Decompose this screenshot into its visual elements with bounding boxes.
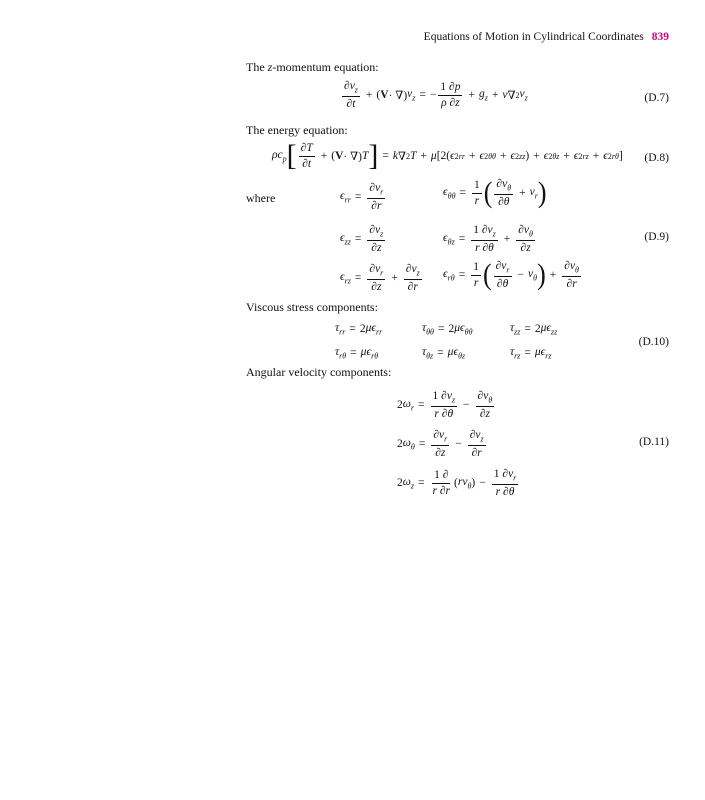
strain-rr: $\epsilon_{rr}$ = $\frac{\partial v_r}{\partial r}$: [340, 182, 384, 213]
equation-number-d9: (D.9): [644, 231, 669, 243]
viscous-label: Viscous stress components:: [246, 300, 378, 314]
stress-rr: $\tau_{rr}$ = 2 $\mu\epsilon_{rr}$: [335, 322, 383, 337]
strain-theta-z: $\epsilon_{\theta z}$ = $\frac{1 \partial v_z}{r \partial\theta}$ + $\frac{\partial v_\theta}{\partial z}$: [443, 224, 533, 255]
stress-r-theta: $\tau_{r\theta}$ = $\mu\epsilon_{r\theta}$: [335, 346, 379, 361]
page-number: 839: [651, 31, 669, 43]
strain-zz: $\epsilon_{zz}$ = $\frac{\partial v_z}{\partial z}$: [340, 224, 384, 255]
stress-theta-z: $\tau_{\theta z}$ = $\mu\epsilon_{\theta z}$: [422, 346, 466, 361]
stress-rz: $\tau_{rz}$ = $\mu\epsilon_{rz}$: [510, 346, 552, 361]
strain-rz: $\epsilon_{rz}$ = $\frac{\partial v_r}{\partial z}$ + $\frac{\partial v_z}{\partial r}$: [340, 263, 420, 294]
z-momentum-label: The z-momentum equation:: [246, 60, 379, 74]
equation-number-d8: (D.8): [644, 152, 669, 164]
equation-number-d10: (D.10): [638, 336, 669, 348]
equation-number-d11: (D.11): [639, 436, 669, 448]
equation-number-d7: (D.7): [644, 92, 669, 104]
angular-z: 2 $\omega_z$ = $\frac{1 \partial}{r \partial r}$ ( $rv_\theta$ ) − $\frac{1 \partial v_r}{r \partial\theta}$: [397, 468, 517, 499]
strain-r-theta: $\epsilon_{r\theta}$ = $\frac{1}{r}$ ( $\frac{\partial v_r}{\partial\theta}$ − $v_\theta$ ) + $\frac{\partial v_\theta}{\partial r}$: [443, 258, 579, 292]
stress-theta-theta: $\tau_{\theta\theta}$ = 2 $\mu\epsilon_{\theta\theta}$: [422, 322, 473, 337]
angular-theta: 2 $\omega_\theta$ = $\frac{\partial v_r}{\partial z}$ − $\frac{\partial v_z}{\partial r}$: [397, 429, 484, 460]
energy-label: The energy equation:: [246, 123, 348, 137]
equation-d7: $\frac{\partial v_z}{\partial t}$ + ( V · ∇) $v_z$ = − $\frac{1 \partial p}{\rho \partial z}$ + $g_z$ + ν ∇ 2 $v_z$: [344, 80, 528, 111]
angular-label: Angular velocity components:: [246, 365, 392, 379]
strain-theta-theta: $\epsilon_{\theta\theta}$ = $\frac{1}{r}$ ( $\frac{\partial v_\theta}{\partial\theta}$ + $v_r$ ): [443, 176, 547, 210]
stress-zz: $\tau_{zz}$ = 2 $\mu\epsilon_{zz}$: [510, 322, 558, 337]
running-header: [424, 31, 669, 43]
where-label: where: [246, 191, 276, 205]
header-title: Equations of Motion in Cylindrical Coordinates: [423, 31, 644, 43]
angular-r: 2 $\omega_r$ = $\frac{1 \partial v_z}{r \partial\theta}$ − $\frac{\partial v_\theta}{\partial z}$: [397, 390, 493, 421]
equation-d8: $\rho c_p$ [ $\frac{\partial T}{\partial t}$ + ( V · ∇) T ] = k ∇ 2 T + μ [2( ϵ 2 rr + ϵ 2 θθ + ϵ 2 zz ) + ϵ 2 θz + ϵ 2 rz + ϵ 2 rθ ]: [272, 139, 623, 172]
